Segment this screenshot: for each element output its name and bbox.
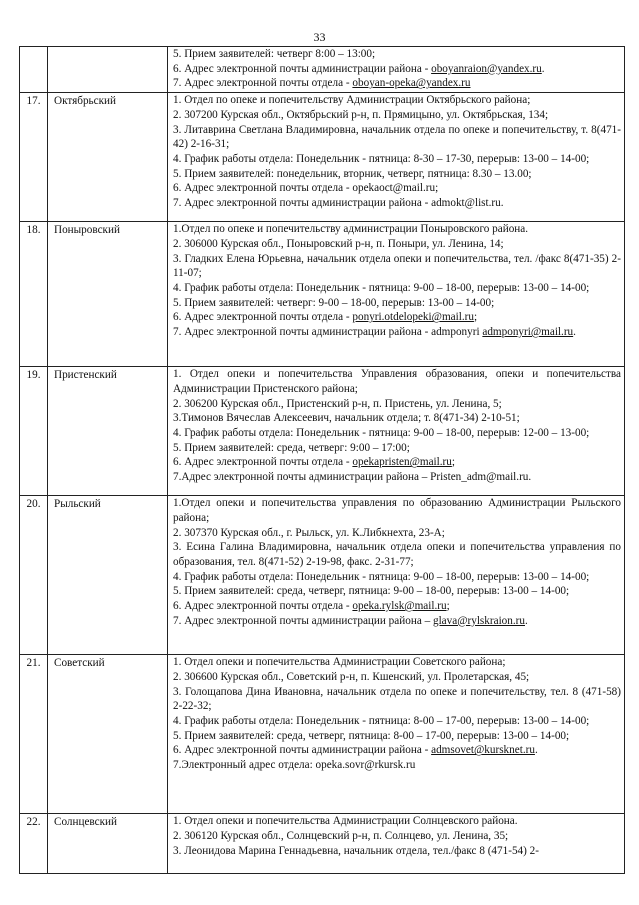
detail-line: [173, 281, 621, 296]
detail-line: [173, 426, 621, 441]
detail-line: [173, 814, 621, 829]
detail-line: [173, 540, 621, 569]
detail-line: [173, 614, 621, 629]
detail-line: [173, 252, 621, 281]
table-row: [20, 814, 625, 874]
detail-punctuation: ;: [446, 600, 450, 613]
row-number: 22.: [20, 814, 48, 874]
detail-text: 7. Адрес электронной почты отдела -: [173, 77, 353, 90]
detail-punctuation: .: [573, 326, 576, 339]
detail-line: [173, 758, 621, 773]
district-name: [48, 47, 168, 93]
detail-text: 4. График работы отдела: Понедельник - пятница: 8-00 – 17-00, перерыв: 13-00 – 14-00;: [173, 714, 590, 727]
detail-text: 7.Электронный адрес отдела: opeka.sovr@rkursk.ru: [173, 759, 416, 772]
detail-text: 2. 306000 Курская обл., Поныровский р-н, п. Поныри, ул. Ленина, 14;: [173, 237, 504, 250]
row-number: [20, 47, 48, 93]
department-details: [168, 496, 625, 655]
detail-text: 7. Адрес электронной почты администрации района - admokt@list.ru.: [173, 197, 504, 210]
detail-text: 3. Леонидова Марина Геннадьевна, начальник отдела, тел./факс 8 (471-54) 2-: [173, 844, 539, 857]
detail-text: 6. Адрес электронной почты отдела -: [173, 311, 353, 324]
detail-line: [173, 496, 621, 525]
detail-line: [173, 47, 621, 62]
detail-text: 7.Адрес электронной почты администрации района – Pristen_adm@mail.ru.: [173, 471, 532, 484]
email-link[interactable]: admsovet@kursknet.ru: [431, 744, 535, 757]
detail-text: 7. Адрес электронной почты администрации района - admponyri: [173, 326, 483, 339]
detail-text: 1. Отдел по опеке и попечительству Администрации Октябрьского района;: [173, 94, 531, 107]
detail-text: 4. График работы отдела: Понедельник - пятница: 9-00 – 18-00, перерыв: 12-00 – 13-00;: [173, 426, 590, 439]
detail-line: [173, 93, 621, 108]
detail-text: 3.Тимонов Вячеслав Алексеевич, начальник отдела; т. 8(471-34) 2-10-51;: [173, 412, 520, 425]
detail-text: 6. Адрес электронной почты отдела -: [173, 456, 353, 469]
department-details: [168, 367, 625, 496]
detail-text: 1. Отдел опеки и попечительства Администрации Солнцевского района.: [173, 815, 518, 828]
detail-line: [173, 455, 621, 470]
page-number: 33: [313, 30, 326, 44]
detail-text: 4. График работы отдела: Понедельник - пятница: 9-00 – 18-00, перерыв: 13-00 – 14-00;: [173, 570, 590, 583]
detail-line: [173, 829, 621, 844]
district-name: Поныровский: [48, 222, 168, 367]
detail-line: [173, 599, 621, 614]
district-name: Солнцевский: [48, 814, 168, 874]
detail-text: 1.Отдел опеки и попечительства управления по образованию Администрации Рыльского района;: [173, 497, 621, 524]
detail-line: [173, 570, 621, 585]
district-name: Пристенский: [48, 367, 168, 496]
detail-line: [173, 62, 621, 77]
detail-line: [173, 411, 621, 426]
detail-line: [173, 844, 621, 859]
department-details: [168, 93, 625, 222]
detail-line: [173, 729, 621, 744]
detail-text: 3. Есина Галина Владимировна, начальник отдела опеки и попечительства управления по образования, тел. 8(471-52) 2-19-98, факс. 2-31-77;: [173, 541, 621, 568]
detail-punctuation: .: [534, 744, 538, 757]
detail-text: 5. Прием заявителей: четверг 8:00 – 13:00;: [173, 48, 376, 60]
email-link[interactable]: glava@rylskraion.ru: [432, 614, 525, 627]
row-number: 20.: [20, 496, 48, 655]
district-name: Рыльский: [48, 496, 168, 655]
table-row: [20, 47, 625, 93]
detail-text: 1.Отдел по опеке и попечительству администрации Поныровского района.: [173, 223, 529, 236]
detail-text: 5. Прием заявителей: четверг: 9-00 – 18-00, перерыв: 13-00 – 14-00;: [173, 296, 495, 309]
detail-text: 6. Адрес электронной почты отдела - opekaoct@mail.ru;: [173, 182, 439, 195]
detail-line: [173, 296, 621, 311]
department-details: [168, 47, 625, 93]
detail-line: [173, 584, 621, 599]
email-link[interactable]: opeka.rylsk@mail.ru: [352, 600, 447, 613]
detail-text: 2. 306120 Курская обл., Солнцевский р-н, п. Солнцево, ул. Ленина, 35;: [173, 829, 509, 842]
detail-line: [173, 743, 621, 758]
detail-punctuation: ;: [473, 311, 478, 324]
email-link[interactable]: oboyan-opeka@yandex.ru: [352, 77, 471, 90]
detail-line: [173, 367, 621, 396]
detail-text: 5. Прием заявителей: среда, четверг, пятница: 9-00 – 18-00, перерыв: 13-00 – 14-00;: [173, 585, 570, 598]
detail-text: 5. Прием заявителей: среда, четверг: 9:00 – 17:00;: [173, 441, 410, 454]
district-name: Октябрьский: [48, 93, 168, 222]
detail-text: 2. 306200 Курская обл., Пристенский р-н, п. Пристень, ул. Ленина, 5;: [173, 397, 502, 410]
detail-line: [173, 222, 621, 237]
detail-text: 2. 307370 Курская обл., г. Рыльск, ул. К.Либкнехта, 23-А;: [173, 526, 445, 539]
detail-line: [173, 714, 621, 729]
detail-line: [173, 237, 621, 252]
detail-text: 3. Гладких Елена Юрьевна, начальник отдела опеки и попечительства, тел. /факс 8(471-35) 2-11-07;: [173, 252, 621, 280]
detail-text: 7. Адрес электронной почты администрации района –: [173, 614, 433, 627]
detail-text: 5. Прием заявителей: среда, четверг, пятница: 8-00 – 17-00, перерыв: 13-00 – 14-00;: [173, 729, 570, 742]
detail-line: [173, 108, 621, 123]
table-row: [20, 496, 625, 655]
email-link[interactable]: opekapristen@mail.ru: [352, 456, 452, 469]
detail-line: [173, 655, 621, 670]
email-link[interactable]: oboyanraion@yandex.ru: [431, 62, 542, 75]
detail-text: 2. 307200 Курская обл., Октябрьский р-н, п. Прямицыно, ул. Октябрьская, 134;: [173, 108, 549, 121]
row-number: 19.: [20, 367, 48, 496]
email-link[interactable]: ponyri.otdelopeki@mail.ru: [352, 311, 474, 324]
district-name: Советский: [48, 655, 168, 814]
detail-line: [173, 196, 621, 211]
detail-text: 2. 306600 Курская обл., Советский р-н, п. Кшенский, ул. Пролетарская, 45;: [173, 670, 530, 683]
row-number: 21.: [20, 655, 48, 814]
detail-line: [173, 152, 621, 167]
department-details: [168, 814, 625, 874]
row-number: 18.: [20, 222, 48, 367]
detail-text: 4. График работы отдела: Понедельник - пятница: 8-30 – 17-30, перерыв: 13-00 – 14-00;: [173, 152, 590, 165]
detail-text: 3. Литаврина Светлана Владимировна, начальник отдела по опеке и попечительству, т. 8(471-42) 2-16-31;: [173, 123, 621, 151]
detail-line: [173, 397, 621, 412]
detail-line: [173, 123, 621, 152]
detail-line: [173, 167, 621, 182]
detail-line: [173, 181, 621, 196]
detail-line: [173, 76, 621, 91]
table-row: [20, 655, 625, 814]
guardianship-departments-table: [19, 46, 625, 874]
email-link[interactable]: admponyri@mail.ru: [482, 326, 574, 339]
table-row: [20, 367, 625, 496]
detail-line: [173, 441, 621, 456]
detail-text: 1. Отдел опеки и попечительства Администрации Советского района;: [173, 656, 506, 669]
detail-line: [173, 325, 621, 340]
detail-text: 1. Отдел опеки и попечительства Управления образования, опеки и попечительства Администрации Пристенского района;: [173, 368, 621, 395]
department-details: [168, 222, 625, 367]
table-row: [20, 222, 625, 367]
department-details: [168, 655, 625, 814]
detail-punctuation: .: [524, 614, 528, 627]
detail-text: 3. Голощапова Дина Ивановна, начальник отдела по опеке и попечительству, тел. 8 (471-58) 2-22-32;: [173, 685, 621, 713]
detail-line: [173, 310, 621, 325]
row-number: 17.: [20, 93, 48, 222]
detail-text: 5. Прием заявителей: понедельник, вторник, четверг, пятница: 8.30 – 13.00;: [173, 167, 532, 180]
detail-line: [173, 526, 621, 541]
detail-text: 4. График работы отдела: Понедельник - пятница: 9-00 – 18-00, перерыв: 13-00 – 14-00;: [173, 281, 590, 294]
detail-text: 6. Адрес электронной почты администрации района -: [173, 62, 432, 75]
detail-line: [173, 470, 621, 485]
detail-line: [173, 685, 621, 714]
table-row: [20, 93, 625, 222]
detail-punctuation: ;: [451, 456, 455, 469]
detail-punctuation: .: [541, 62, 545, 75]
detail-line: [173, 670, 621, 685]
detail-text: 6. Адрес электронной почты администрации района -: [173, 744, 432, 757]
detail-text: 6. Адрес электронной почты отдела -: [173, 600, 353, 613]
table-body: [20, 47, 625, 874]
